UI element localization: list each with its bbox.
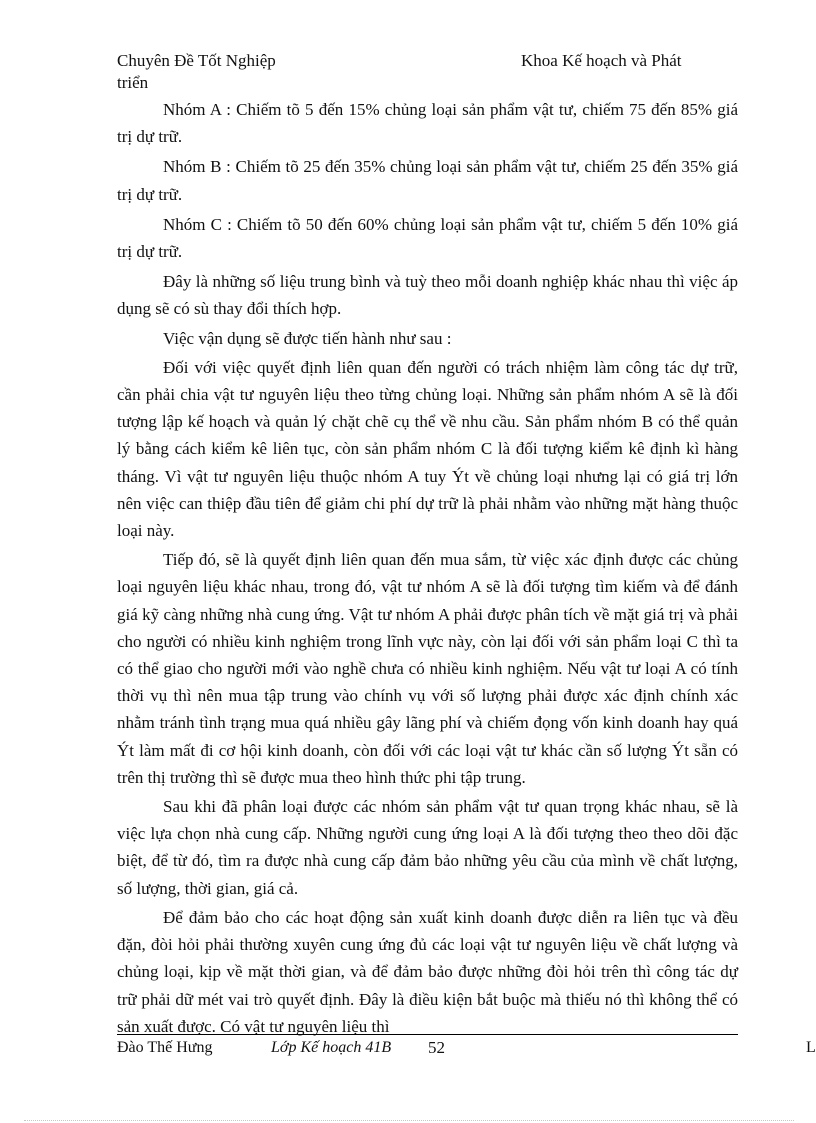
footer-divider	[117, 1034, 738, 1035]
paragraph-group-a: Nhóm A : Chiếm tõ 5 đến 15% chủng loại sản phẩm vật tư, chiếm 75 đến 85% giá trị dự trữ.	[117, 100, 738, 147]
paragraph-production-continuity: Để đảm bảo cho các hoạt động sản xuất kinh doanh được diễn ra liên tục và đều đặn, đòi hỏi phải thường xuyên cung ứng đủ các loại vật tư nguyên liệu về chất lượng và chủng loại, kịp về mặt thời gian, và để đảm bảo được những đòi hỏi trên thì công tác dự trữ phải dữ mét vai trò quyết định. Đây là điều kiện bắt buộc mà thiếu nó thì không thể có sản xuất được. Có vật tư nguyên liệu thì	[117, 907, 738, 1036]
footer-author: Đào Thế Hưng	[117, 1039, 213, 1056]
paragraph-purchasing: Tiếp đó, sẽ là quyết định liên quan đến mua sắm, từ việc xác định được các chủng loại nguyên liệu khác nhau, trong đó, vật tư nhóm A sẽ là đối tượng tìm kiếm và để đánh giá kỹ càng những nhà cung ứng. Vật tư nhóm A phải được phân tích về mặt giá trị và phải cho người có nhiều kinh nghiệm trong lĩnh vực này, còn lại đối với sản phẩm loại C thì ta có thể giao cho người mới vào nghề chưa có nhiều kinh nghiệm. Nếu vật tư loại A có tính thời vụ thì nên mua tập trung vào chính vụ với số lượng phải được xác định chính xác nhằm tránh tình trạng mua quá nhiều gây lãng phí và chiếm đọng vốn kinh doanh hay quá Ýt làm mất đi cơ hội kinh doanh, còn đối với các loại vật tư khác cần số lượng Ýt sẵn có trên thị trường thì sẽ được mua theo hình thức phi tập trung.	[117, 550, 738, 787]
footer-clipped-text: L	[806, 1039, 816, 1056]
header-title: Chuyên Đề Tốt Nghiệp	[117, 51, 276, 70]
footer-class: Lớp Kế hoạch 41B	[271, 1039, 392, 1056]
page-bottom-divider	[24, 1120, 794, 1121]
paragraph-application-intro: Việc vận dụng sẽ được tiến hành như sau :	[163, 328, 452, 348]
page-number: 52	[428, 1038, 445, 1057]
paragraph-average-data: Đây là những số liệu trung bình và tuỳ theo mỗi doanh nghiệp khác nhau thì việc áp dụng sẽ có sù thay đổi thích hợp.	[117, 272, 738, 319]
paragraph-supplier-selection: Sau khi đã phân loại được các nhóm sản phẩm vật tư quan trọng khác nhau, sẽ là việc lựa chọn nhà cung cấp. Những người cung ứng loại A là đối tượng theo theo dõi đặc biệt, để từ đó, tìm ra được nhà cung cấp đảm bảo những yêu cầu của mình về chất lượng, số lượng, thời gian, giá cả.	[117, 797, 738, 898]
paragraph-group-b: Nhóm B : Chiếm tõ 25 đến 35% chủng loại sản phẩm vật tư, chiếm 25 đến 35% giá trị dự trữ.	[117, 157, 738, 204]
paragraph-group-c: Nhóm C : Chiếm tõ 50 đến 60% chủng loại sản phẩm vật tư, chiếm 5 đến 10% giá trị dự trữ.	[117, 214, 738, 262]
header-department: Khoa Kế hoạch và Phát	[521, 51, 682, 70]
document-body	[117, 96, 738, 1040]
page-header-left	[117, 50, 276, 94]
header-title-continuation: triển	[117, 73, 149, 92]
paragraph-decision-storage: Đối với việc quyết định liên quan đến người có trách nhiệm làm công tác dự trữ, cần phải chia vật tư nguyên liệu theo từng chủng loại. Những sản phẩm nhóm A sẽ là đối tượng lập kế hoạch và quản lý chặt chẽ cụ thể về nhu cầu. Sản phẩm nhóm B có thể quản lý bằng cách kiểm kê liên tục, còn sản phẩm nhóm C là đối tượng kiểm kê định kì hàng tháng. Vì vật tư nguyên liệu thuộc nhóm A tuy Ýt về chủng loại nhưng lại có giá trị lớn nên việc can thiệp đầu tiên để giảm chi phí dự trữ là phải nhằm vào những mặt hàng thuộc loại này.	[117, 357, 738, 541]
